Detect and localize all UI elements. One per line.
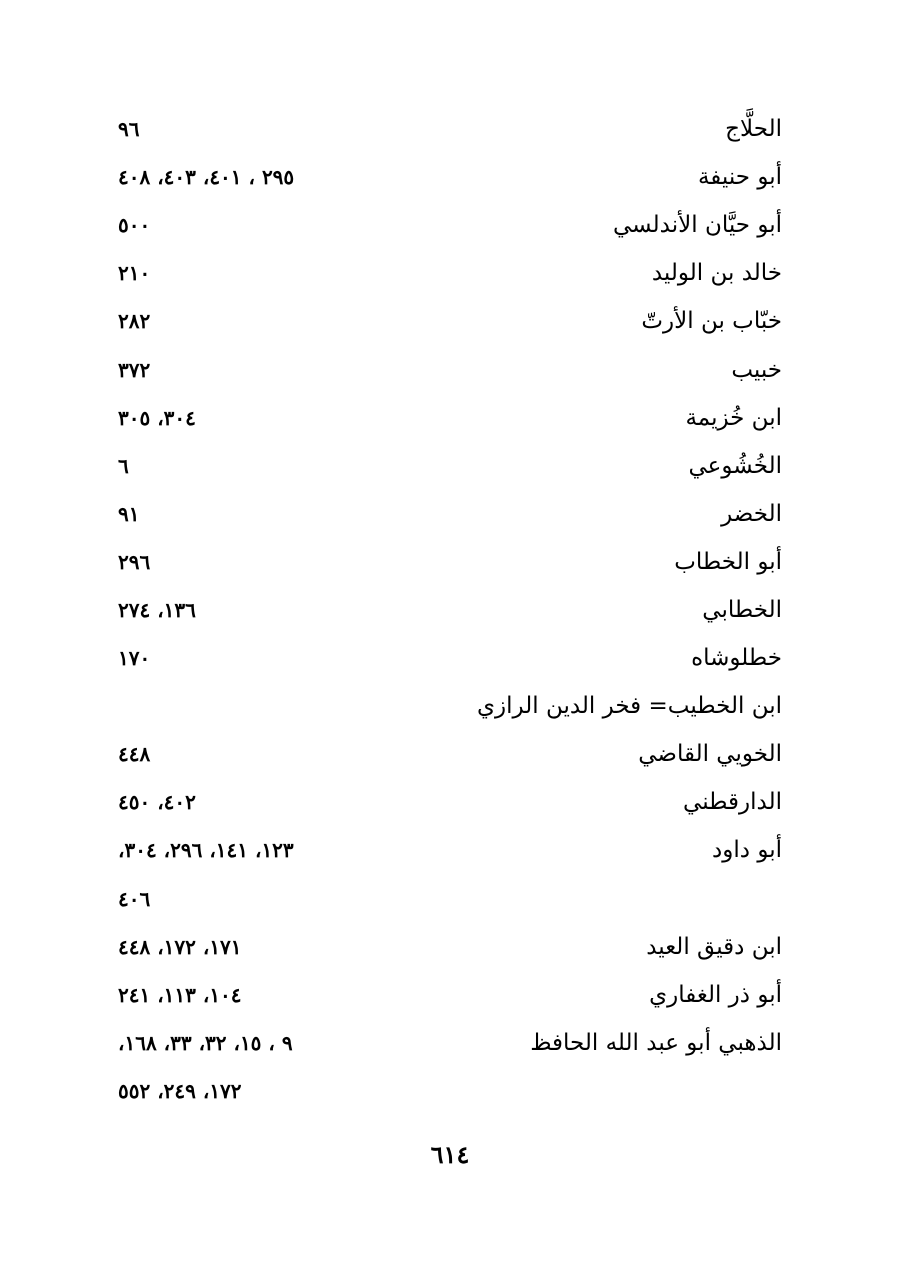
- entry-pages: ٤٤٨: [118, 742, 151, 767]
- entry-name: الخويي القاضي: [638, 741, 782, 768]
- entry-name: أبو الخطاب: [674, 548, 782, 575]
- index-entry: [0, 682, 900, 730]
- entry-pages: ٣٧٢: [118, 357, 151, 382]
- entry-name: الحلَّاج: [725, 116, 782, 143]
- index-entry: [0, 249, 900, 297]
- entry-pages: ٢١٠: [118, 261, 151, 286]
- entry-name: خبّاب بن الأرتّ: [641, 308, 782, 335]
- entry-pages: ١٧٠: [118, 646, 151, 671]
- index-entry: [0, 1019, 900, 1067]
- entry-pages: ٢٩٥ ، ٤٠١، ٤٠٣، ٤٠٨: [118, 165, 295, 190]
- index-entry: [0, 105, 900, 153]
- entry-pages: ٣٠٤، ٣٠٥: [118, 405, 196, 430]
- index-entry: [0, 778, 900, 826]
- entry-name: أبو حيَّان الأندلسي: [612, 212, 782, 239]
- entry-name: ابن خُزيمة: [685, 404, 782, 431]
- entry-pages: ١٢٣، ١٤١، ٢٩٦، ٣٠٤،: [118, 838, 294, 863]
- index-entry: [0, 201, 900, 249]
- entry-pages: ٩ ، ١٥، ٣٢، ٣٣، ١٦٨،: [118, 1030, 293, 1055]
- index-entry-continuation: [0, 1067, 900, 1115]
- entry-name: خبيب: [731, 356, 782, 383]
- entry-name: أبو حنيفة: [697, 164, 782, 191]
- entry-pages: ٤٠٢، ٤٥٠: [118, 790, 196, 815]
- page-number: ٦١٤: [430, 1140, 470, 1169]
- index-entry: [0, 297, 900, 345]
- index-entry: [0, 971, 900, 1019]
- index-entry: [0, 826, 900, 874]
- index-entry: [0, 586, 900, 634]
- index-entry: [0, 394, 900, 442]
- entry-pages: ٢٨٢: [118, 309, 151, 334]
- entry-pages: ١٣٦، ٢٧٤: [118, 597, 196, 622]
- entry-pages: ٥٠٠: [118, 213, 151, 238]
- entry-pages: ٩٦: [118, 117, 140, 142]
- entry-name: أبو ذر الغفاري: [649, 981, 782, 1008]
- entry-pages: ١٧١، ١٧٢، ٤٤٨: [118, 934, 242, 959]
- entry-name: الذهبي أبو عبد الله الحافظ: [530, 1029, 782, 1056]
- index-entry: [0, 490, 900, 538]
- entry-pages: ٤٠٦: [118, 886, 151, 911]
- index-entry: [0, 634, 900, 682]
- entry-name: ابن دقيق العيد: [646, 933, 782, 960]
- index-entry: [0, 153, 900, 201]
- index-entry: [0, 442, 900, 490]
- entry-pages: ١٠٤، ١١٣، ٢٤١: [118, 982, 242, 1007]
- index-list: [0, 105, 900, 1115]
- entry-name: الخضر: [721, 500, 782, 527]
- entry-pages: ٩١: [118, 501, 140, 526]
- index-entry: [0, 345, 900, 393]
- entry-pages: ٦: [118, 453, 129, 478]
- index-entry-continuation: [0, 875, 900, 923]
- index-entry: [0, 923, 900, 971]
- entry-name: ابن الخطيب= فخر الدين الرازي: [477, 693, 782, 720]
- entry-name: الدارقطني: [683, 789, 782, 816]
- entry-pages: ١٧٢، ٢٤٩، ٥٥٢: [118, 1078, 242, 1103]
- entry-name: أبو داود: [712, 837, 782, 864]
- index-entry: [0, 730, 900, 778]
- entry-pages: ٢٩٦: [118, 549, 151, 574]
- entry-name: الخُشُوعي: [688, 452, 782, 479]
- entry-name: الخطابي: [702, 596, 782, 623]
- entry-name: خالد بن الوليد: [651, 260, 782, 287]
- entry-name: خطلوشاه: [691, 645, 782, 672]
- index-entry: [0, 538, 900, 586]
